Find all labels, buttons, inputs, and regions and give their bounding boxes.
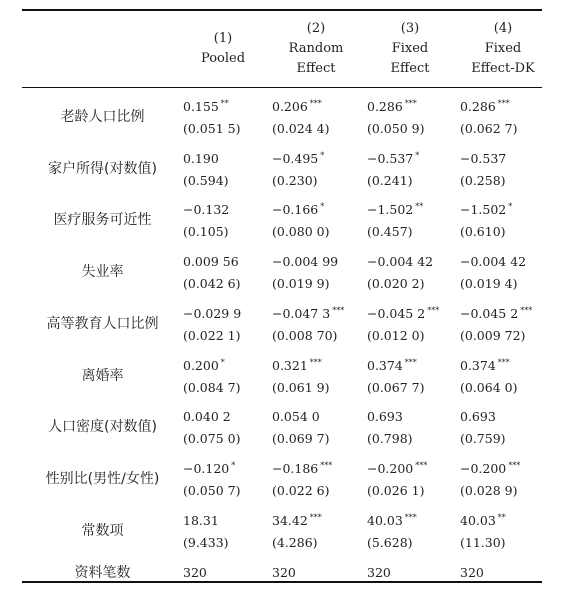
coefficient-cell: [460, 251, 528, 270]
coefficient-cell: [460, 148, 508, 167]
coefficient-value: 0.054 0: [272, 409, 320, 425]
coefficient-value: −0.120: [183, 460, 230, 476]
coefficient-cell: [183, 251, 241, 270]
coefficient-cell: [272, 510, 322, 529]
coefficient-cell: [183, 199, 231, 218]
standard-error-cell: (0.759): [460, 431, 506, 447]
standard-error-cell: (0.105): [183, 224, 229, 240]
coefficient-value: 18.31: [183, 512, 219, 528]
standard-error-cell: (0.022 6): [272, 482, 330, 498]
row-label: 老龄人口比例: [60, 109, 145, 125]
standard-error-cell: (0.061 9): [272, 379, 330, 395]
coefficient-cell: [367, 96, 417, 115]
standard-error-cell: (4.286): [272, 534, 318, 550]
standard-error-cell: (0.050 7): [183, 482, 241, 498]
significance-stars: ***: [497, 357, 510, 367]
significance-stars: ***: [309, 357, 322, 367]
obs-value: 320: [272, 565, 296, 581]
standard-error-cell: (0.062 7): [460, 121, 518, 136]
standard-error-cell: (0.051 5): [183, 121, 241, 136]
column-number: (3): [400, 21, 420, 36]
coefficient-value: −1.502: [460, 202, 507, 218]
column-title: Random: [288, 41, 344, 56]
coefficient-value: 0.200: [183, 357, 219, 373]
coefficient-value: 0.009 56: [183, 254, 239, 270]
header-rule: [22, 87, 542, 88]
significance-stars: *: [320, 150, 325, 160]
standard-error-cell: (0.024 4): [272, 121, 330, 136]
bottom-rule: [22, 581, 542, 583]
standard-error-cell: (0.026 1): [367, 482, 425, 498]
coefficient-cell: [272, 251, 340, 270]
coefficient-value: −0.200: [367, 460, 414, 476]
column-title: Fixed: [484, 41, 522, 56]
coefficient-cell: [183, 458, 235, 477]
standard-error-cell: (0.067 7): [367, 379, 425, 395]
row-label: 家户所得(对数值): [48, 160, 157, 177]
significance-stars: *: [320, 202, 325, 212]
standard-error-cell: (0.012 0): [367, 327, 425, 343]
standard-error-cell: (5.628): [367, 534, 413, 550]
column-title: Fixed: [391, 41, 429, 56]
coefficient-value: 0.155: [183, 99, 219, 114]
standard-error-cell: (0.042 6): [183, 276, 241, 292]
row-label: 失业率: [81, 264, 124, 281]
coefficient-value: 34.42: [272, 512, 308, 528]
coefficient-value: −0.045 2: [460, 305, 519, 321]
coefficient-value: −0.537: [367, 150, 414, 166]
column-number: (4): [493, 21, 513, 36]
coefficient-cell: [272, 199, 324, 218]
coefficient-cell: [460, 96, 510, 115]
column-subtitle: Effect: [296, 61, 336, 76]
coefficient-cell: [272, 458, 332, 477]
coefficient-cell: [183, 148, 221, 167]
obs-value: 320: [183, 565, 207, 581]
row-label: 性别比(男性/女性): [45, 470, 160, 487]
row-label: 医疗服务可近性: [53, 212, 152, 229]
row-label: 人口密度(对数值): [48, 419, 157, 436]
standard-error-cell: (0.020 2): [367, 276, 425, 292]
coefficient-value: −0.004 42: [367, 254, 434, 270]
coefficient-value: −1.502: [367, 202, 414, 218]
column-number: (1): [213, 31, 233, 46]
standard-error-cell: (0.019 9): [272, 276, 330, 292]
column-number: (2): [306, 21, 326, 36]
significance-stars: ***: [427, 305, 440, 315]
coefficient-value: 0.693: [367, 409, 403, 425]
coefficient-value: −0.537: [460, 150, 507, 166]
coefficient-cell: [367, 510, 417, 529]
coefficient-cell: [460, 458, 520, 477]
coefficient-cell: [272, 406, 322, 425]
coefficient-cell: [460, 355, 510, 374]
standard-error-cell: (9.433): [183, 534, 229, 550]
significance-stars: ***: [404, 99, 417, 108]
coefficient-value: −0.166: [272, 202, 319, 218]
row-label: 高等教育人口比例: [46, 315, 159, 332]
standard-error-cell: (0.064 0): [460, 379, 518, 395]
standard-error-cell: (0.080 0): [272, 224, 330, 240]
coefficient-cell: [367, 148, 419, 167]
significance-stars: **: [497, 512, 506, 522]
coefficient-cell: [367, 458, 427, 477]
standard-error-cell: (0.075 0): [183, 431, 241, 447]
column-header-1: [178, 12, 268, 86]
coefficient-cell: [272, 355, 322, 374]
significance-stars: ***: [404, 357, 417, 367]
coefficient-cell: [272, 96, 322, 115]
coefficient-cell: [460, 406, 498, 425]
coefficient-cell: [272, 303, 344, 322]
coefficient-cell: [183, 96, 229, 115]
coefficient-cell: [460, 303, 532, 322]
standard-error-cell: (0.019 4): [460, 276, 518, 292]
coefficient-cell: [367, 406, 405, 425]
standard-error-cell: (0.258): [460, 172, 506, 188]
coefficient-value: 0.374: [460, 357, 496, 373]
significance-stars: **: [220, 99, 229, 108]
coefficient-value: −0.495: [272, 150, 319, 166]
standard-error-cell: (0.230): [272, 172, 318, 188]
standard-error-cell: (0.009 72): [460, 327, 526, 343]
standard-error-cell: (0.457): [367, 224, 413, 240]
top-rule: [22, 9, 542, 11]
coefficient-cell: [183, 303, 243, 322]
coefficient-value: 0.206: [272, 99, 308, 114]
significance-stars: ***: [332, 305, 345, 315]
column-header-2: [268, 12, 364, 86]
standard-error-cell: (0.241): [367, 172, 413, 188]
significance-stars: ***: [508, 460, 521, 470]
coefficient-value: 0.040 2: [183, 409, 231, 425]
obs-value: 320: [460, 565, 484, 581]
coefficient-cell: [367, 355, 417, 374]
row-label: 常数项: [81, 522, 124, 539]
coefficient-cell: [272, 148, 324, 167]
standard-error-cell: (0.610): [460, 224, 506, 240]
coefficient-cell: [183, 510, 221, 529]
standard-error-cell: (0.084 7): [183, 379, 241, 395]
coefficient-cell: [367, 251, 435, 270]
coefficient-value: −0.186: [272, 460, 319, 476]
standard-error-cell: (0.028 9): [460, 482, 518, 498]
standard-error-cell: (0.798): [367, 431, 413, 447]
coefficient-cell: [367, 199, 423, 218]
obs-value: 320: [367, 565, 391, 581]
coefficient-value: 0.321: [272, 357, 308, 373]
coefficient-cell: [183, 406, 233, 425]
coefficient-value: 0.190: [183, 150, 219, 166]
coefficient-value: 0.374: [367, 357, 403, 373]
coefficient-value: −0.045 2: [367, 305, 426, 321]
obs-row-label: 资料笔数: [74, 565, 131, 582]
significance-stars: **: [415, 202, 424, 212]
significance-stars: ***: [320, 460, 333, 470]
significance-stars: *: [508, 202, 513, 212]
column-title: Pooled: [200, 51, 246, 66]
coefficient-value: −0.029 9: [183, 305, 242, 321]
significance-stars: *: [415, 150, 420, 160]
significance-stars: ***: [404, 512, 417, 522]
standard-error-cell: (0.050 9): [367, 121, 425, 136]
coefficient-cell: [367, 303, 439, 322]
significance-stars: ***: [309, 512, 322, 522]
significance-stars: ***: [309, 99, 322, 108]
coefficient-value: 0.286: [367, 99, 403, 114]
significance-stars: *: [231, 460, 236, 470]
coefficient-value: −0.047 3: [272, 305, 331, 321]
coefficient-value: −0.132: [183, 202, 230, 218]
coefficient-value: −0.200: [460, 460, 507, 476]
significance-stars: *: [220, 357, 225, 367]
column-header-3: [364, 12, 456, 86]
coefficient-cell: [460, 510, 506, 529]
significance-stars: ***: [415, 460, 428, 470]
standard-error-cell: (0.594): [183, 172, 229, 188]
coefficient-value: −0.004 42: [460, 254, 527, 270]
coefficient-value: 40.03: [367, 512, 403, 528]
standard-error-cell: (0.022 1): [183, 327, 241, 343]
coefficient-value: −0.004 99: [272, 254, 339, 270]
column-subtitle: Effect: [390, 61, 430, 76]
coefficient-value: 40.03: [460, 512, 496, 528]
column-subtitle: Effect-DK: [471, 61, 535, 76]
significance-stars: ***: [497, 99, 510, 108]
coefficient-value: 0.693: [460, 409, 496, 425]
column-header-4: [456, 12, 550, 86]
coefficient-cell: [460, 199, 512, 218]
significance-stars: ***: [520, 305, 533, 315]
coefficient-value: 0.286: [460, 99, 496, 114]
coefficient-cell: [183, 355, 225, 374]
standard-error-cell: (0.069 7): [272, 431, 330, 447]
standard-error-cell: (11.30): [460, 534, 506, 550]
row-label: 离婚率: [81, 367, 124, 384]
standard-error-cell: (0.008 70): [272, 327, 338, 343]
